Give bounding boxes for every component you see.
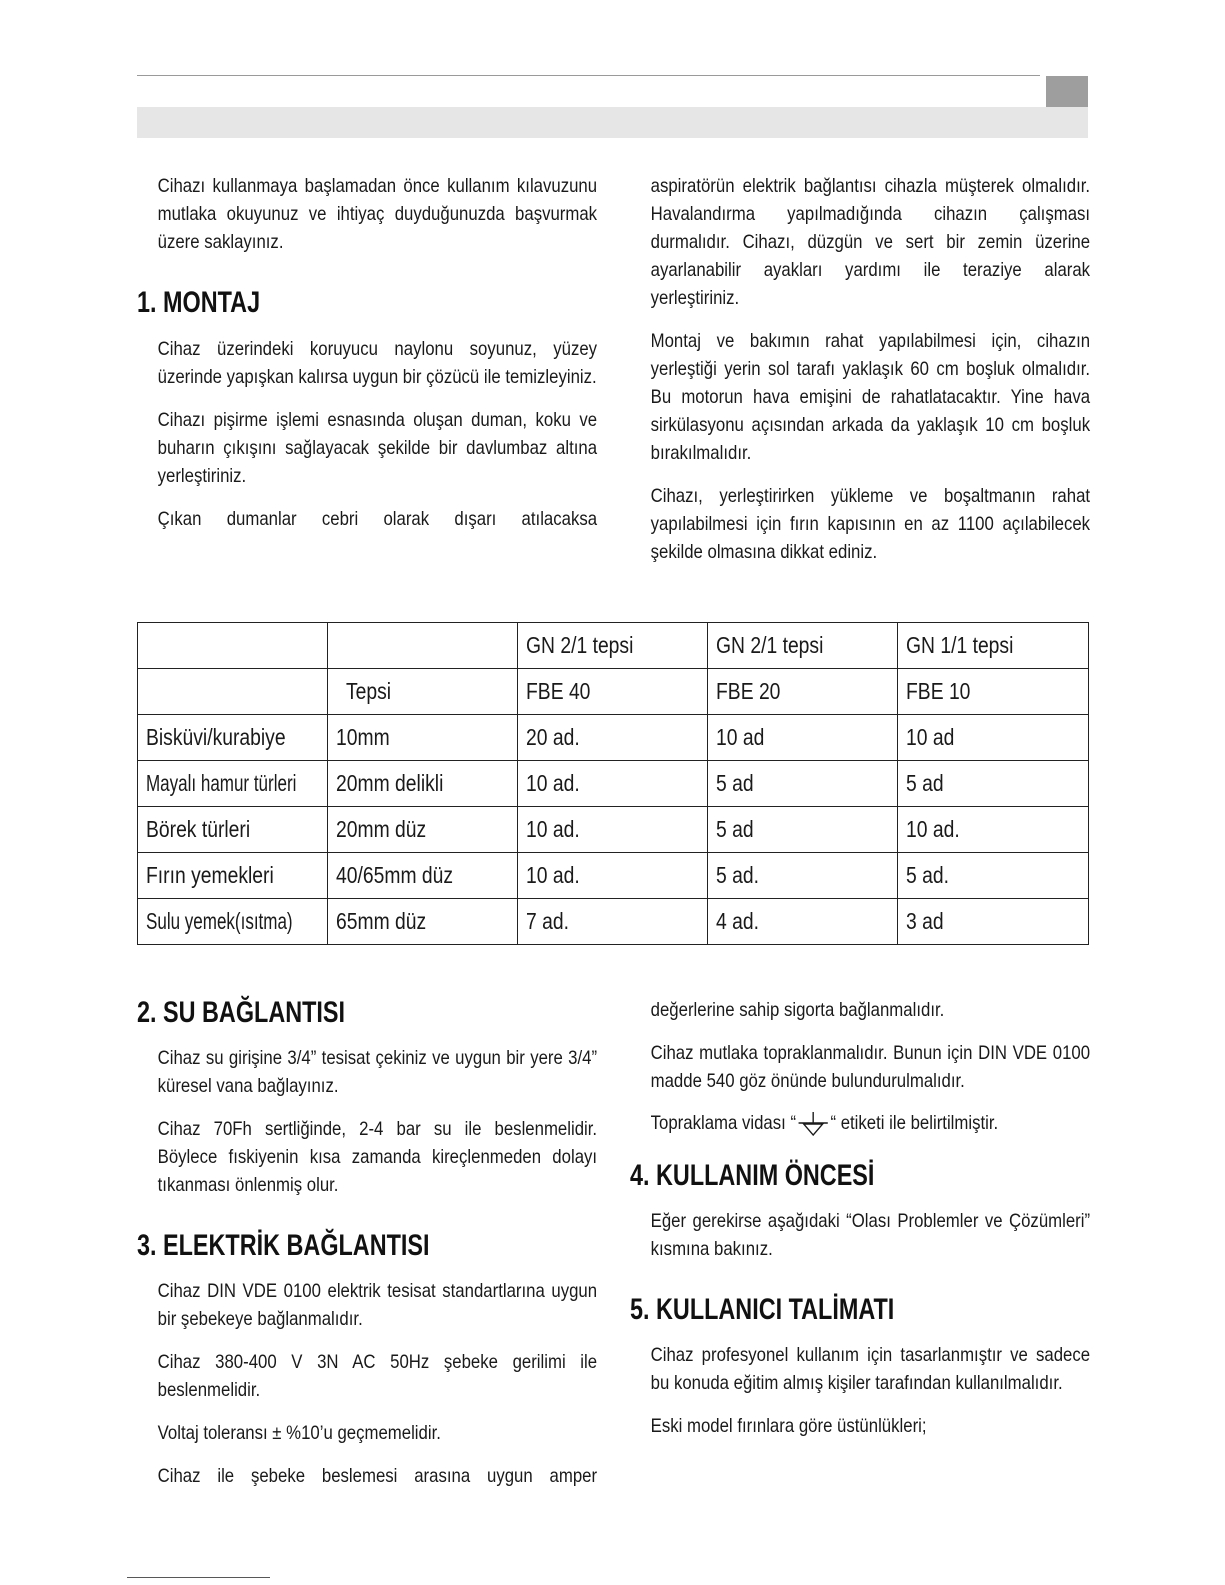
section-title-kullanim: 4. KULLANIM ÖNCESİ: [630, 1159, 875, 1192]
montaj-paragraph-1: Cihaz üzerindeki koruyucu naylonu soyunuz, yüzey üzerinde yapışkan kalırsa uygun bir çözücü ile temizleyiniz.: [157, 338, 598, 388]
elektrik-paragraph-4-continued: değerlerine sahip sigorta bağlanmalıdır.: [650, 999, 945, 1021]
table-cell: 5 ad: [708, 761, 898, 807]
table-subheader-row: [138, 669, 1089, 715]
table-cell: 40/65mm düz: [328, 853, 518, 899]
kullanim-paragraph-1: Eğer gerekirse aşağıdaki “Olası Problemler ve Çözümleri” kısmına bakınız.: [650, 1210, 1091, 1260]
table-cell: Börek türleri: [138, 807, 328, 853]
upper-right-column: [630, 172, 1090, 566]
table-cell: 10 ad.: [898, 807, 1089, 853]
grounding-text-before: Topraklama vidası “: [650, 1112, 797, 1134]
table-row: [138, 899, 1089, 945]
table-cell: 5 ad: [898, 761, 1089, 807]
table-cell: 5 ad: [708, 807, 898, 853]
talimat-paragraph-2: Eski model fırınlara göre üstünlükleri;: [650, 1415, 927, 1437]
table-cell: GN 2/1 tepsi: [708, 623, 898, 669]
table-cell: Mayalı hamur türleri: [138, 761, 328, 807]
montaj-paragraph-3-start: Çıkan dumanlar cebri olarak dışarı atılacaksa: [157, 508, 598, 530]
table-cell: 10 ad.: [518, 761, 708, 807]
montaj-paragraph-2: Cihazı pişirme işlemi esnasında oluşan duman, koku ve buharın çıkışını sağlayacak şekilde bir davlumbaz altına yerleştiriniz.: [157, 409, 598, 487]
elektrik-paragraph-5: Cihaz mutlaka topraklanmalıdır. Bunun için DIN VDE 0100 madde 540 göz önünde bulundurulmalıdır.: [650, 1042, 1091, 1092]
table-row: [138, 761, 1089, 807]
table-cell: FBE 40: [518, 669, 708, 715]
table-cell: 20mm düz: [328, 807, 518, 853]
table-cell: FBE 10: [898, 669, 1089, 715]
table-header-row: [138, 623, 1089, 669]
lower-left-column: [137, 996, 597, 1490]
section-title-montaj: 1. MONTAJ: [137, 286, 261, 319]
section-title-su: 2. SU BAĞLANTISI: [137, 996, 346, 1029]
header-tab-box: [1046, 76, 1088, 107]
elektrik-paragraph-3: Voltaj toleransı ± %10’u geçmemelidir.: [157, 1422, 441, 1444]
header-rule: [137, 75, 1040, 76]
table-cell: 10 ad.: [518, 853, 708, 899]
table-cell: Sulu yemek(ısıtma): [138, 899, 328, 945]
elektrik-paragraph-4-start: Cihaz ile şebeke beslemesi arasına uygun amper: [157, 1465, 598, 1487]
table-row: [138, 807, 1089, 853]
section-title-elektrik: 3. ELEKTRİK BAĞLANTISI: [137, 1229, 430, 1262]
su-paragraph-2: Cihaz 70Fh sertliğinde, 2-4 bar su ile beslenmelidir. Böylece fıskiyenin kısa zamanda kireçlenmeden dolayı tıkanması önlenmiş olur.: [157, 1118, 598, 1196]
elektrik-paragraph-2: Cihaz 380-400 V 3N AC 50Hz şebeke gerilimi ile beslenmelidir.: [157, 1351, 598, 1401]
montaj-paragraph-3-continued: aspiratörün elektrik bağlantısı cihazla müşterek olmalıdır. Havalandırma yapılmadığında cihazın çalışması durmalıdır. Cihazı, düzgün ve sert bir zemin üzerine ayarlanabilir ayakları yardımı ile teraziye alarak yerleştiriniz.: [650, 175, 1091, 309]
table-row: [138, 853, 1089, 899]
su-paragraph-1: Cihaz su girişine 3/4” tesisat çekiniz ve uygun bir yere 3/4” küresel vana bağlayınız.: [157, 1047, 598, 1097]
table-cell: GN 2/1 tepsi: [518, 623, 708, 669]
elektrik-paragraph-6: [630, 1109, 1090, 1137]
table-cell: FBE 20: [708, 669, 898, 715]
grounding-text-after: “ etiketi ile belirtilmiştir.: [830, 1112, 999, 1134]
ground-screw-icon: [796, 1112, 830, 1136]
elektrik-paragraph-1: Cihaz DIN VDE 0100 elektrik tesisat standartlarına uygun bir şebekeye bağlanmalıdır.: [157, 1280, 598, 1330]
table-cell: Fırın yemekleri: [138, 853, 328, 899]
table-cell: 5 ad.: [898, 853, 1089, 899]
montaj-paragraph-5: Cihazı, yerleştirirken yükleme ve boşaltmanın rahat yapılabilmesi için fırın kapısının en az 1100 açılabilecek şekilde olmasına dikkat ediniz.: [650, 485, 1091, 563]
table-row: [138, 715, 1089, 761]
table-cell: [138, 669, 328, 715]
header-band: [137, 107, 1088, 138]
talimat-paragraph-1: Cihaz profesyonel kullanım için tasarlanmıştır ve sadece bu konuda eğitim almış kişiler tarafından kullanılmalıdır.: [650, 1344, 1091, 1394]
table-cell: 3 ad: [898, 899, 1089, 945]
table-cell: 10 ad: [708, 715, 898, 761]
upper-left-column: [137, 172, 597, 533]
table-cell: Tepsi: [328, 669, 518, 715]
table-cell: 4 ad.: [708, 899, 898, 945]
footer-link-underline: [127, 1577, 270, 1578]
table-cell: GN 1/1 tepsi: [898, 623, 1089, 669]
table-cell: 65mm düz: [328, 899, 518, 945]
intro-paragraph: Cihazı kullanmaya başlamadan önce kullanım kılavuzunu mutlaka okuyunuz ve ihtiyaç duyduğunuzda başvurmak üzere saklayınız.: [157, 175, 598, 253]
table-cell: 10 ad.: [518, 807, 708, 853]
table-cell: 10 ad: [898, 715, 1089, 761]
lower-right-column: [630, 996, 1090, 1440]
table-cell: 5 ad.: [708, 853, 898, 899]
table-cell: 20 ad.: [518, 715, 708, 761]
tray-capacity-table: [137, 622, 1089, 945]
table-cell: [328, 623, 518, 669]
table-cell: Bisküvi/kurabiye: [138, 715, 328, 761]
table-cell: 10mm: [328, 715, 518, 761]
table-cell: 20mm delikli: [328, 761, 518, 807]
table-cell: 7 ad.: [518, 899, 708, 945]
table-cell: [138, 623, 328, 669]
montaj-paragraph-4: Montaj ve bakımın rahat yapılabilmesi için, cihazın yerleştiği yerin sol tarafı yaklaşık 60 cm boşluk olmalıdır. Bu motorun hava emişini de rahatlatacaktır. Yine hava sirkülasyonu açısından arkada da yaklaşık 10 cm boşluk bırakılmalıdır.: [650, 330, 1091, 464]
section-title-talimat: 5. KULLANICI TALİMATI: [630, 1293, 895, 1326]
